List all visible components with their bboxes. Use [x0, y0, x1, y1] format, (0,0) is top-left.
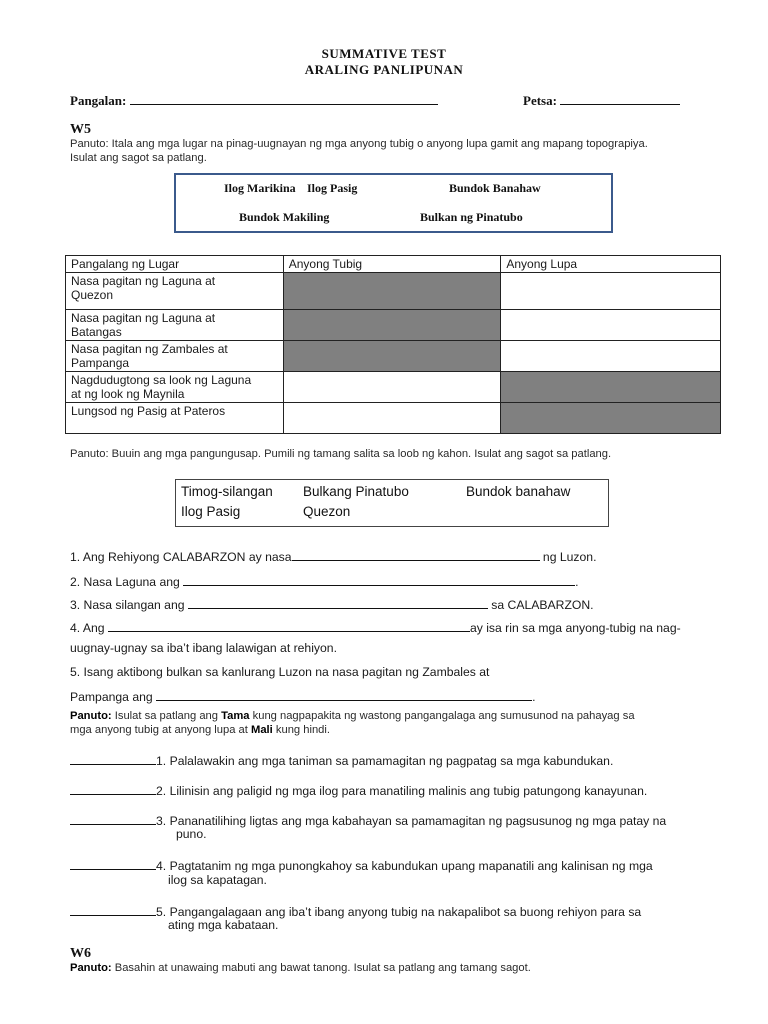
tubig-answer-cell[interactable] [283, 372, 501, 403]
lupa-answer-cell[interactable] [501, 341, 721, 372]
tama-mali-blank-4[interactable] [70, 857, 156, 870]
word-ilog-pasig-2: Ilog Pasig [181, 504, 241, 519]
word-ilog-pasig: Ilog Pasig [307, 181, 358, 195]
test-title: SUMMATIVE TEST [321, 46, 447, 61]
tama-mali-blank-5[interactable] [70, 903, 156, 916]
tubig-cell-shaded [283, 273, 501, 310]
place-cell: Nasa pagitan ng Laguna at Quezon [66, 273, 284, 310]
answer-blank-1[interactable] [292, 548, 540, 561]
word-bundok-banahaw-2: Bundok banahaw [466, 484, 571, 499]
tama-mali-blank-3[interactable] [70, 812, 156, 825]
header-anyong-lupa: Anyong Lupa [501, 256, 721, 273]
table-row [66, 341, 721, 372]
tama-mali-item-4-line2: ilog sa kapatagan. [168, 873, 267, 887]
places-table [65, 255, 721, 434]
fill-item-2: 2. Nasa Laguna ang . [70, 575, 579, 589]
fill-item-4: 4. Ang ay isa rin sa mga anyong-tubig na nag- [70, 621, 681, 635]
w6-panuto-label: Panuto: [70, 962, 112, 974]
table-row [66, 273, 721, 310]
tama-mali-item-2: 2. Lilinisin ang paligid ng mga ilog para manatiling malinis ang tubig patungong kanayunan. [70, 782, 647, 798]
tama-mali-item-1: 1. Palalawakin ang mga taniman sa pamamagitan ng pagpatag sa mga kabundukan. [70, 752, 613, 768]
word-bulkan-ng-pinatubo: Bulkan ng Pinatubo [420, 210, 523, 224]
tama-mali-item-3-line2: puno. [176, 827, 207, 841]
section3-instruction: Panuto: Isulat sa patlang ang Tama kung nagpapakita ng wastong pangangalaga ang sumusunod na pahayag sa mga anyong tubig at anyong lupa at Mali kung hindi. [70, 710, 635, 736]
lupa-answer-cell[interactable] [501, 273, 721, 310]
fill-item-5: 5. Isang aktibong bulkan sa kanlurang Luzon na nasa pagitan ng Zambales at [70, 665, 490, 679]
tubig-answer-cell[interactable] [283, 403, 501, 434]
w5-instruction-line2: Isulat ang sagot sa patlang. [70, 152, 207, 164]
lupa-cell-shaded [501, 372, 721, 403]
fill-item-5-line2: Pampanga ang . [70, 690, 536, 704]
subject-title: ARALING PANLIPUNAN [304, 62, 464, 77]
fill-item-3: 3. Nasa silangan ang sa CALABARZON. [70, 598, 594, 612]
table-header-row [66, 256, 721, 273]
name-row [70, 92, 438, 109]
answer-blank-5[interactable] [156, 688, 532, 701]
name-label: Pangalan: [70, 93, 127, 108]
word-bundok-makiling: Bundok Makiling [239, 210, 330, 224]
panuto-label: Panuto: [70, 710, 112, 722]
date-label: Petsa: [523, 93, 557, 108]
word-timog-silangan: Timog-silangan [181, 484, 273, 499]
place-cell: Lungsod ng Pasig at Pateros [66, 403, 284, 434]
fill-item-4-line2: uugnay-ugnay sa iba’t ibang lalawigan at rehiyon. [70, 641, 337, 655]
tama-mali-item-5-line2: ating mga kabataan. [168, 918, 279, 932]
name-blank[interactable] [130, 92, 438, 105]
answer-blank-2[interactable] [183, 573, 575, 586]
table-row [66, 372, 721, 403]
tubig-cell-shaded [283, 310, 501, 341]
w6-instruction: Panuto: Basahin at unawaing mabuti ang bawat tanong. Isulat sa patlang ang tamang sagot. [70, 962, 531, 974]
w5-label: W5 [70, 122, 91, 137]
table-row [66, 403, 721, 434]
w6-label: W6 [70, 946, 91, 961]
tama-keyword: Tama [221, 710, 250, 722]
tama-mali-blank-1[interactable] [70, 752, 156, 765]
answer-blank-3[interactable] [188, 596, 488, 609]
header-anyong-tubig: Anyong Tubig [283, 256, 501, 273]
fill-item-1: 1. Ang Rehiyong CALABARZON ay nasa ng Luzon. [70, 550, 597, 564]
tubig-cell-shaded [283, 341, 501, 372]
date-row [523, 92, 680, 109]
word-bulkang-pinatubo: Bulkang Pinatubo [303, 484, 409, 499]
header-place: Pangalang ng Lugar [66, 256, 284, 273]
tama-mali-item-3: 3. Pananatilihing ligtas ang mga kabahayan sa pamamagitan ng pagsusunog ng mga patay na [70, 812, 666, 828]
word-ilog-marikina: Ilog Marikina [224, 181, 296, 195]
tama-mali-item-5: 5. Pangangalagaan ang iba’t ibang anyong tubig na nakapalibot sa buong rehiyon para sa [70, 903, 641, 919]
word-box-section2 [175, 479, 609, 527]
lupa-answer-cell[interactable] [501, 310, 721, 341]
w5-instruction [70, 137, 750, 165]
place-cell: Nasa pagitan ng Zambales at Pampanga [66, 341, 284, 372]
tama-mali-blank-2[interactable] [70, 782, 156, 795]
section2-instruction: Panuto: Buuin ang mga pangungusap. Pumili ng tamang salita sa loob ng kahon. Isulat ang sagot sa patlang. [70, 448, 612, 460]
word-box-w5 [174, 173, 613, 233]
mali-keyword: Mali [251, 724, 273, 736]
tama-mali-item-4: 4. Pagtatanim ng mga punongkahoy sa kabundukan upang mapanatili ang kalinisan ng mga [70, 857, 653, 873]
place-cell: Nagdudugtong sa look ng Laguna at ng look ng Maynila [66, 372, 284, 403]
lupa-cell-shaded [501, 403, 721, 434]
answer-blank-4[interactable] [108, 619, 470, 632]
word-bundok-banahaw: Bundok Banahaw [449, 181, 541, 195]
place-cell: Nasa pagitan ng Laguna at Batangas [66, 310, 284, 341]
w5-instruction-line1: Panuto: Itala ang mga lugar na pinag-uugnayan ng mga anyong tubig o anyong lupa gamit ang mapang topograpiya. [70, 138, 648, 150]
table-row [66, 310, 721, 341]
word-quezon: Quezon [303, 504, 351, 519]
date-blank[interactable] [560, 92, 680, 105]
